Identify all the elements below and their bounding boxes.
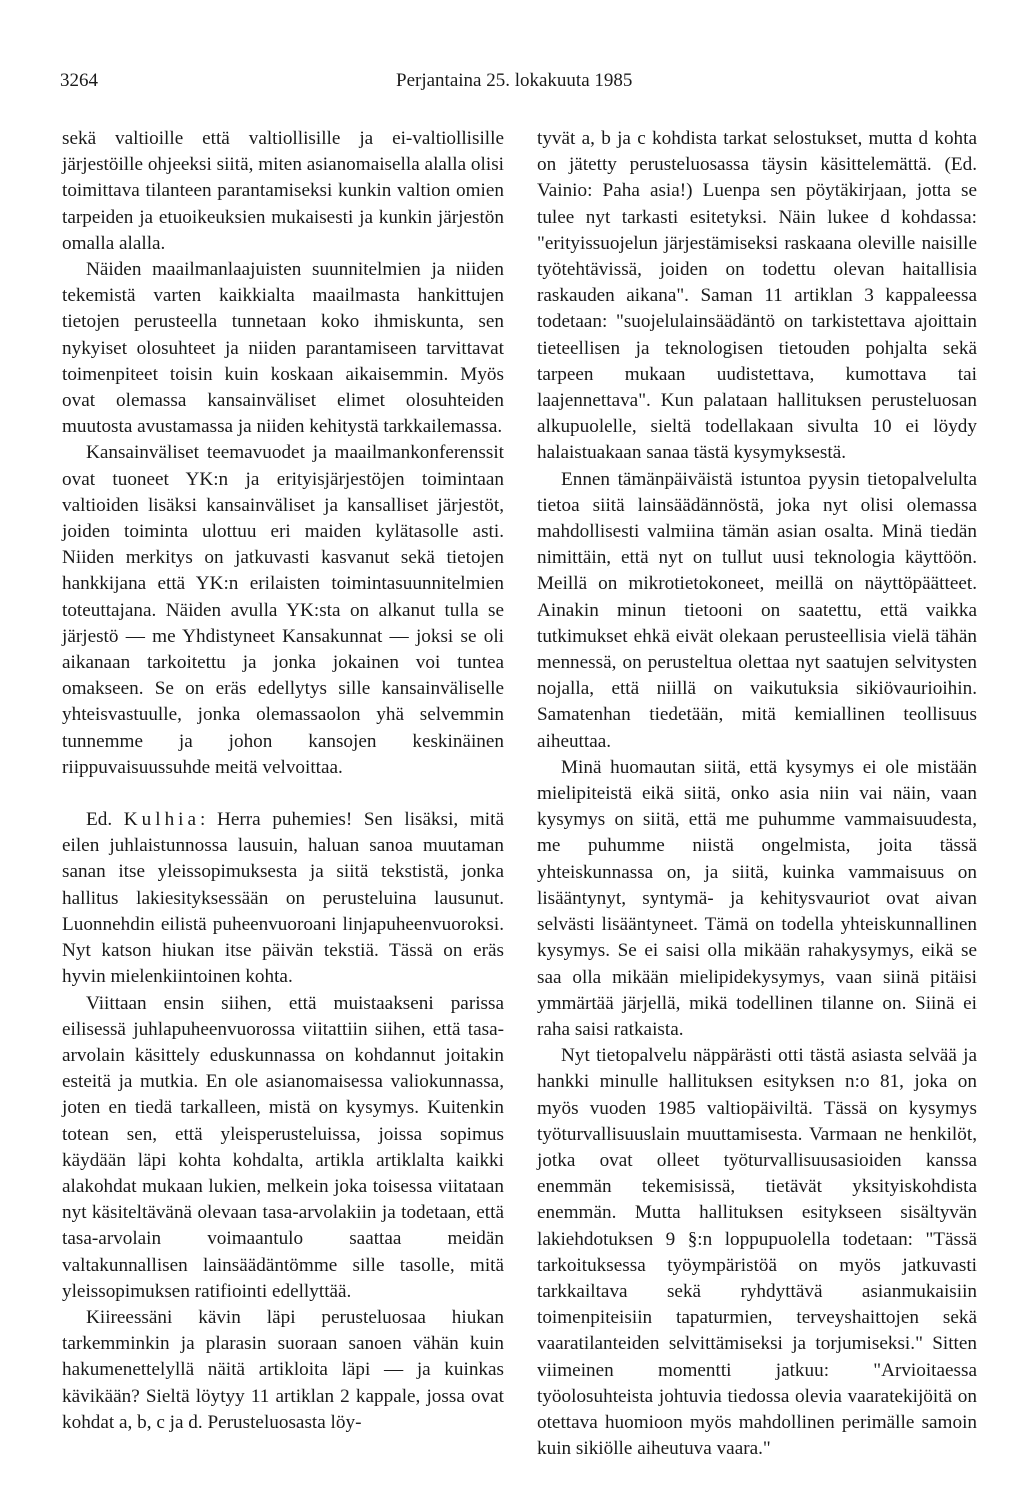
paragraph: sekä valtioille että valtiollisille ja ei-valtiollisille järjestöille ohjeeksi siitä, miten asianomaisella alalla olisi toimittava tilanteen parantamiseksi kunkin valtion omien tarpeiden ja etuoikeuksien mukaisesti ja kunkin järjestön omalla alalla. (62, 128, 504, 254)
speaker-name: Kulhia (123, 809, 201, 831)
paragraph: Näiden maailmanlaajuisten suunnitelmien ja niiden tekemistä varten kaikkialta maailmasta hankittujen tietojen perusteella tunnetaan koko ihmiskunta, sen nykyiset olosuhteet ja niiden parantamiseen tarvittavat toimenpiteet toisin kuin koskaan aikaisemmin. Myös ovat olemassa kansainväliset elimet olosuhteiden muutosta avustamassa ja niiden kehitystä tarkkailemassa. (62, 259, 504, 438)
paragraph: Ennen tämänpäiväistä istuntoa pyysin tietopalvelulta tietoa siitä lainsäädännöstä, joka nyt olisi olemassa mahdollisesti valmiina tämän asian osalta. Minä tiedän nimittäin, että nyt on tullut uusi teknologia käyttöön. Meillä on mikrotietokoneet, meillä on näyttöpäätteet. Ainakin minun tietooni on saatettu, että vaikka tutkimukset ehkä eivät olekaan perusteellisia vielä tähän mennessä, on perusteltua olettaa nyt saatujen selvitysten nojalla, että niillä on vaikutuksia sikiövaurioihin. Samatenhan tiedetään, mitä kemiallinen teollisuus aiheuttaa. (537, 468, 977, 752)
paragraph: Kansainväliset teemavuodet ja maailmankonferenssit ovat tuoneet YK:n ja erityisjärjestöjen toimintaan valtioiden lisäksi kansainväliset ja kansalliset järjestöt, joiden toiminta ulottuu eri maiden kylätasolle asti. Niiden merkitys on jatkuvasti kasvanut sekä tietojen hankkijana että YK:n erilaisten toimintasuunnitelmien toteuttajana. Näiden avulla YK:sta on alkanut tulla se järjestö — me Yhdistyneet Kansakunnat — joksi se oli aikanaan tarkoitettu ja jonka jokainen voi tuntea omakseen. Se on eräs edellytys sille kansainväliselle yhteisvastuulle, jonka olemassaolon yhä selvemmin tunnemme ja johon kansojen keskinäinen riippuvaisuussuhde meitä velvoittaa. (62, 442, 504, 778)
paragraph: tyvät a, b ja c kohdista tarkat selostukset, mutta d kohta on jätetty perusteluosassa täysin käsittelemättä. (Ed. Vainio: Paha asia!) Luenpa sen pöytäkirjaan, jotta se tulee nyt tarkasti esitetyksi. Näin lukee d kohdassa: "erityissuojelun järjestämiseksi raskaana oleville naisille työtehtävissä, joiden on todettu olevan haitallisia raskauden aikana". Saman 11 artiklan 3 kappaleessa todetaan: "suojelulainsäädäntö on tarkistettava ajoittain tieteellisen ja teknologisen tietouden pohjalta sekä tarpeen mukaan uudistettava, kumottava tai laajennettava". Kun palataan hallituksen perusteluosan alkupuolelle, sieltä todellakaan sivulta 10 ei löydy halaistuakaan sanaa tästä kysymyksestä. (537, 128, 977, 464)
paragraph: Kiireessäni kävin läpi perusteluosaa hiukan tarkemminkin ja plarasin suoraan sanoen vähän kuin hakumenettelyllä näitä artikloita läpi — ja kuinkas kävikään? Sieltä löytyy 11 artiklan 2 kappale, jossa ovat kohdat a, b, c ja d. Perusteluosasta löy- (62, 1306, 504, 1433)
paragraph: Nyt tietopalvelu näppärästi otti tästä asiasta selvää ja hankki minulle hallituksen esityksen n:o 81, joka on myös vuoden 1985 valtiopäiviltä. Tässä on kysymys työturvallisuuslain muuttamisesta. Varmaan ne henkilöt, jotka ovat olleet työturvallisuusasioiden kanssa enemmän tekemisissä, tietävät yksityiskohdista enemmän. Mutta hallituksen esitykseen sisältyvän lakiehdotuksen 9 §:n loppupuolella todetaan: "Tässä tarkoituksessa työympäristöä on myös jatkuvasti tarkkailtava sekä ryhdyttävä asianmukaisiin toimenpiteisiin tapaturmien, terveyshaittojen sekä vaaratilanteiden selvittämiseksi ja torjumiseksi." Sitten viimeinen momentti jatkuu: "Arvioitaessa työolosuhteista johtuvia tiedossa olevia vaaratekijöitä on otettava huomioon myös mahdollinen perimälle samoin kuin sikiölle aiheutuva vaara." (537, 1045, 977, 1460)
paragraph: Minä huomautan siitä, että kysymys ei ole mistään mielipiteistä eikä siitä, onko asia niin vai näin, vaan kysymys on siitä, että me puhumme vammaisuudesta, me puhumme niistä ongelmista, joita tässä yhteiskunnassa on, ja siitä, kuinka vammaisuus on lisääntynyt, syntymä- ja kehitysvauriot ovat aivan selvästi lisääntyneet. Tämä on todella yhteiskunnallinen kysymys. Se ei saisi olla mikään rahakysymys, eikä se saa olla mikään mielipidekysymys, vaan siinä pitäisi ymmärtää järjellä, mikä todellinen tilanne on. Siinä ei raha saisi ratkaista. (537, 756, 977, 1040)
speech-text: : Herra puhemies! Sen lisäksi, mitä eilen juhlaistunnossa lausuin, haluan sanoa muutaman sanan itse yleissopimuksesta ja siitä tekstistä, jonka hallitus lakiesityksessään on perusteluina lausunut. Luonnehdin eilistä puheenvuoroani linjapuheenvuoroksi. Nyt katson hiukan itse päivän tekstiä. Tässä on eräs hyvin mielenkiintoinen kohta. (62, 809, 504, 988)
running-head: Perjantaina 25. lokakuuta 1985 (396, 70, 633, 91)
page-number: 3264 (60, 70, 98, 91)
left-column (62, 126, 504, 1436)
speech-start-paragraph (62, 807, 504, 990)
paragraph: Viittaan ensin siihen, että muistaakseni parissa eilisessä juhlapuheenvuorossa viitattiin siihen, että tasa-arvolain käsittely eduskunnassa on kohdannut joitakin esteitä ja mutkia. En ole asianomaisessa valiokunnassa, joten en tiedä tarkalleen, mistä on kysymys. Kuitenkin totean sen, että yleisperusteluissa, joissa sopimus käydään läpi kohta kohdalta, artikla artiklalta kaikki alakohdat mukaan lukien, melkein joka toisessa viitataan nyt käsiteltävänä olevaan tasa-arvolakiin ja todetaan, että tasa-arvolain voimaantulo saattaa meidän valtakunnallisen lainsäädäntömme sille tasolle, mitä yleissopimuksen ratifiointi edellyttää. (62, 992, 504, 1302)
speaker-prefix: Ed. (86, 809, 124, 831)
right-column (537, 126, 977, 1462)
page-header (0, 70, 1024, 100)
